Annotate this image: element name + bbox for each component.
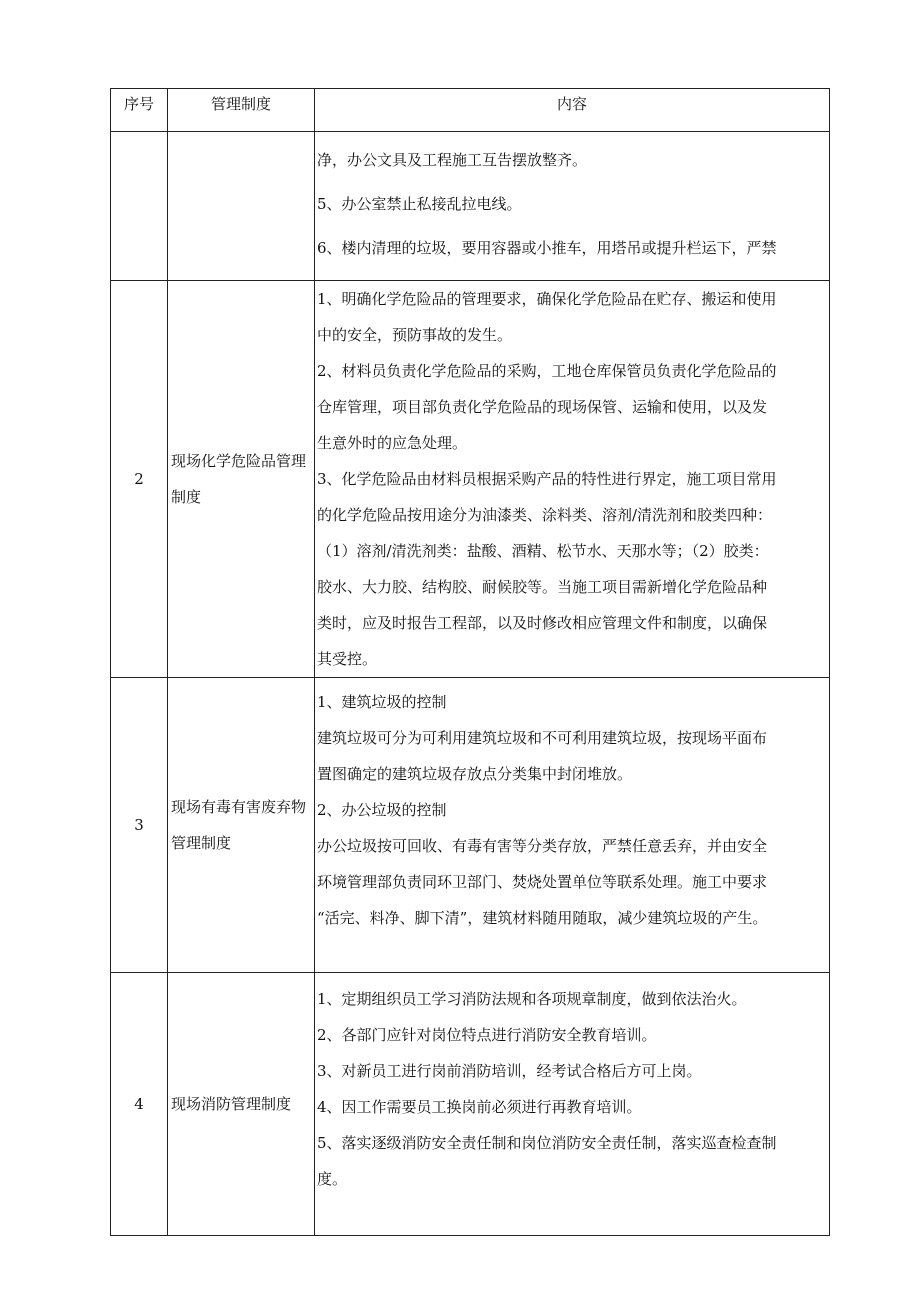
table-row bbox=[111, 281, 830, 678]
row-index bbox=[111, 132, 168, 281]
content-line: 生意外时的应急处理。 bbox=[317, 434, 468, 452]
row-content bbox=[315, 973, 830, 1236]
content-line: 1、建筑垃圾的控制 bbox=[317, 693, 447, 711]
row-index: 2 bbox=[111, 281, 168, 678]
row-index: 4 bbox=[111, 973, 168, 1236]
content-line: 2、办公垃圾的控制 bbox=[317, 801, 447, 819]
row-content bbox=[315, 678, 830, 973]
document-page bbox=[110, 88, 829, 1236]
content-line: 1、定期组织员工学习消防法规和各项规章制度，做到依法治火。 bbox=[317, 990, 747, 1008]
header-index: 序号 bbox=[111, 89, 168, 132]
row-system: 现场化学危险品管理制度 bbox=[168, 281, 315, 678]
content-line: 的化学危险品按用途分为油漆类、涂料类、溶剂/清洗剂和胶类四种： bbox=[317, 506, 773, 524]
table-row bbox=[111, 973, 830, 1236]
content-line: 建筑垃圾可分为可利用建筑垃圾和不可利用建筑垃圾，按现场平面布 bbox=[317, 729, 768, 747]
content-line: 2、各部门应针对岗位特点进行消防安全教育培训。 bbox=[317, 1026, 657, 1044]
table-row bbox=[111, 132, 830, 281]
table-row bbox=[111, 678, 830, 973]
content-line: 3、化学危险品由材料员根据采购产品的特性进行界定，施工项目常用 bbox=[317, 470, 777, 488]
content-line: 1、明确化学危险品的管理要求，确保化学危险品在贮存、搬运和使用 bbox=[317, 290, 777, 308]
row-index: 3 bbox=[111, 678, 168, 973]
row-system bbox=[168, 132, 315, 281]
header-content: 内容 bbox=[315, 89, 830, 132]
row-content bbox=[315, 281, 830, 678]
content-line: 中的安全，预防事故的发生。 bbox=[317, 326, 513, 344]
content-line: 3、对新员工进行岗前消防培训，经考试合格后方可上岗。 bbox=[317, 1062, 702, 1080]
content-line: 仓库管理，项目部负责化学危险品的现场保管、运输和使用，以及发 bbox=[317, 398, 768, 416]
table-header-row bbox=[111, 89, 830, 132]
content-line: 环境管理部负责同环卫部门、焚烧处置单位等联系处理。施工中要求 bbox=[317, 873, 768, 891]
content-line: “活完、料净、脚下清”，建筑材料随用随取，减少建筑垃圾的产生。 bbox=[317, 909, 768, 927]
header-system: 管理制度 bbox=[168, 89, 315, 132]
content-line: 净，办公文具及工程施工互告摆放整齐。 bbox=[317, 151, 588, 169]
content-line: （1）溶剂/清洗剂类：盐酸、酒精、松节水、天那水等；（2）胶类： bbox=[317, 542, 769, 560]
content-line: 类时，应及时报告工程部，以及时修改相应管理文件和制度，以确保 bbox=[317, 614, 768, 632]
content-line: 4、因工作需要员工换岗前必须进行再教育培训。 bbox=[317, 1098, 642, 1116]
content-line: 5、办公室禁止私接乱拉电线。 bbox=[317, 195, 522, 213]
content-line: 办公垃圾按可回收、有毒有害等分类存放，严禁任意丢弃，并由安全 bbox=[317, 837, 768, 855]
content-line: 5、落实逐级消防安全责任制和岗位消防安全责任制，落实巡查检查制 bbox=[317, 1134, 777, 1152]
row-system: 现场有毒有害废弃物管理制度 bbox=[168, 678, 315, 973]
content-line: 其受控。 bbox=[317, 650, 378, 668]
management-table bbox=[110, 88, 830, 1236]
content-line: 置图确定的建筑垃圾存放点分类集中封闭堆放。 bbox=[317, 765, 633, 783]
content-line: 胶水、大力胶、结构胶、耐候胶等。当施工项目需新增化学危险品种 bbox=[317, 578, 768, 596]
content-line: 度。 bbox=[317, 1170, 348, 1188]
content-line: 2、材料员负责化学危险品的采购，工地仓库保管员负责化学危险品的 bbox=[317, 362, 777, 380]
row-content bbox=[315, 132, 830, 281]
content-line: 6、楼内清理的垃圾，要用容器或小推车，用塔吊或提升栏运下，严禁 bbox=[317, 239, 777, 257]
row-system: 现场消防管理制度 bbox=[168, 973, 315, 1236]
